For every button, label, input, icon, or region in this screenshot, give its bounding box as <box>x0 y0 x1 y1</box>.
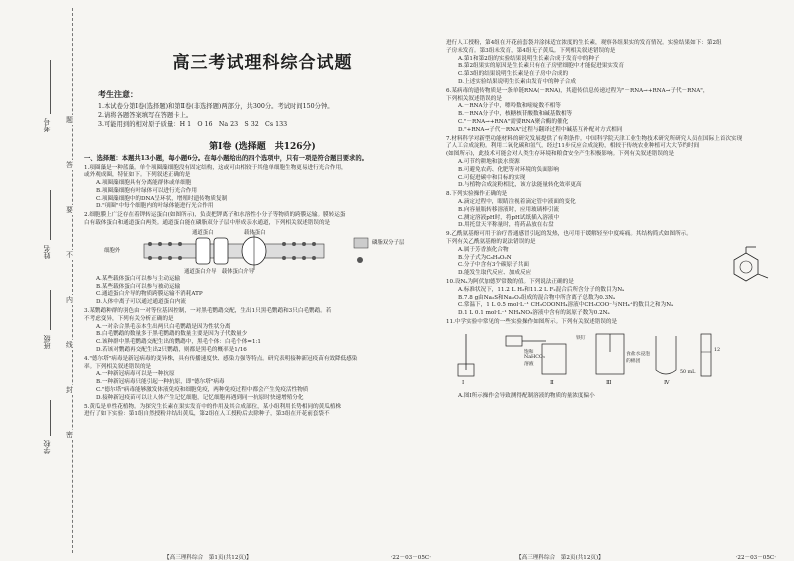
question-2-option: A.某些载体蛋白可以参与主动运输 <box>96 275 181 282</box>
question-3-stem: 不考虑变异，下列有关分析正确的是 <box>84 315 174 322</box>
question-9-option: A.属于芳香族化合物 <box>458 246 509 253</box>
exam-no-underline <box>50 60 51 114</box>
question-9-option: B.分子式为C₈H₉O₂N <box>458 254 512 261</box>
question-10-option: A.标准状况下，11.2 L H₂和11.2 L F₂混合后所含分子的数目为Nₐ <box>458 286 625 293</box>
question-6-option: C."－RNA→+RNA"需要RNA聚合酶的催化 <box>458 118 569 125</box>
question-9-option: D.能发生取代反应、加成反应 <box>458 270 532 277</box>
page-2 <box>446 0 786 561</box>
membrane-diagram <box>104 230 424 274</box>
name-label: 姓名 <box>43 245 51 259</box>
question-7-stem: 7.材料科学对新型功能材料的研究发展提供了有利条件。中国科学院天津工业生物技术研究所研究人员在国际上首次实现 <box>446 135 743 142</box>
question-2-stem: 2.细胞膜上广泛存在着钾转运蛋白(如图所示)，负责把钾离子和水溶性小分子等物质的跨膜运输。膜转运蛋 <box>84 212 346 219</box>
question-8-option: C.测定溶液pH时，将pH试纸插入溶液中 <box>458 214 560 221</box>
question-11-stem: 11.中学实验中常见的一些实验操作如图所示。下列有关叙述错误的是 <box>446 318 618 325</box>
school-underline <box>50 400 51 436</box>
question-9-option: C.分子中含有3个碳原子共面 <box>458 262 529 269</box>
name-underline <box>50 190 51 240</box>
question-3-stem: 3.某鹦鹉种群的羽色由一对等位基因控制，一对黑毛鹦鹉交配，生出1只黑毛鹦鹉和3只白毛鹦鹉。若 <box>84 308 332 315</box>
question-1-stem: 或外观成圈，特征如下。下列叙述正确的是 <box>84 172 191 179</box>
seal-word: 密 <box>66 431 73 439</box>
question-5-continued: 子房未发育。第3组未发育，第4组无子黄瓜。下列相关叙述错误的是 <box>446 47 616 54</box>
question-4-stem: 率。下列相关叙述错误的是 <box>84 363 152 370</box>
notice-line: 1.本试卷分第Ⅰ卷(选择题)和第Ⅱ卷(非选择题)两部分，共300分。考试时间150分钟。 <box>98 103 334 110</box>
fig2-text-cotton: 食盐水浸泡的棉团 <box>626 351 650 364</box>
question-7-option: C.可促进碳中和目标的实现 <box>458 174 526 181</box>
acetaminophen-structure-figure <box>728 245 778 283</box>
question-3-option: A.一对杂合黑毛亲本生出两只白毛鹦鹉是因为性状分离 <box>96 323 231 330</box>
question-8-option: B.向容量瓶转移溶液时，应用玻璃棒引流 <box>458 206 559 213</box>
notice-line: 2.请将各题答案填写在答题卡上。 <box>98 112 193 119</box>
question-7-stem: 了人工合成淀粉。利用二氧化碳和氢气，经过11步反应合成淀粉，相较于传统农业种植可大大节约时间 <box>446 143 700 150</box>
question-6-stem: 6.某病毒的遗传物质是一条单链RNA(－RNA)，其遗传信息传递过程为"－RNA→+RNA→子代－RNA"， <box>446 87 709 94</box>
question-10-option: B.7.8 g由Na₂S和Na₂O₂组成的混合物中所含离子总数为0.3Nₐ <box>458 294 616 301</box>
class-underline <box>50 290 51 330</box>
notice-heading: 考生注意： <box>98 89 138 99</box>
fig2-text-scale: 12 <box>714 347 721 353</box>
question-5-option: C.第3组的结果说明生长素是在子房中合成的 <box>458 71 569 78</box>
question-6-stem: 下列相关叙述错误的是 <box>446 95 502 102</box>
question-7-stem: (如图所示)，此技术可能会对人类生存环境和粮食安全产生积极影响。下列有关叙述错误的是 <box>446 151 675 158</box>
page-2-footer-right: ·22－03－05C· <box>735 555 776 561</box>
question-2-option: B.某些载体蛋白可以参与被动运输 <box>96 283 181 290</box>
page-1-footer-left: 【高三理科综合 第1页(共12页)】 <box>164 555 252 561</box>
seal-word: 题 <box>66 116 73 124</box>
question-1-option: D."项圈"中每个细胞内的叶绿体能进行光合作用 <box>96 203 214 210</box>
section-instruction: 一、选择题：本题共13小题，每小题6分。在每小题给出的四个选项中，只有一项是符合题目要求的。 <box>84 155 368 162</box>
seal-word: 封 <box>66 386 73 394</box>
question-4-option: B.一种新冠病毒只能引起一种抗原，即"德尔塔"病毒 <box>96 379 225 386</box>
question-4-option: A.一种新冠病毒可以是一种抗原 <box>96 371 175 378</box>
question-7-option: A.可节约耕地和淡水资源 <box>458 158 520 165</box>
question-5-option: B.第2组果实的原因是生长素只有在子房壁细胞中才能促进果实发育 <box>458 63 625 70</box>
lab-apparatus-drawing <box>446 330 746 382</box>
fig1-label-outside: 细胞外 <box>104 247 121 254</box>
question-6-option: B.－RNA分子中，核糖核苷酸数和碱基数相等 <box>458 111 573 118</box>
fig1-label-carrier: 载体蛋白 <box>244 229 266 236</box>
notice-line: 3.可能用到的相对原子质量：H 1 O 16 Na 23 S 32 Cs 133 <box>98 121 288 128</box>
exam-title: 高三考试理科综合试题 <box>172 53 353 73</box>
question-8-option: A.滴定过程中，眼睛注视着滴定管中液面的变化 <box>458 198 576 205</box>
page-2-footer-left: 【高三理科综合 第2页(共12页)】 <box>516 555 604 561</box>
seal-word: 答 <box>66 161 73 169</box>
question-2-stem: 白有载体蛋白和通道蛋白两类。通道蛋白能在磷脂双分子层中形成亲水通道，下列相关叙述错误的是 <box>84 220 331 227</box>
question-5-stem: 进行了如下实验：第1组自然授粉并结出黄瓜，第2组在人工授粉后去除种子，第3组在开花前套袋不 <box>84 411 330 418</box>
membrane-transport-figure <box>104 230 441 274</box>
fig2-text-solution: 饱和NaHCO₃溶液 <box>524 349 545 367</box>
seal-word: 不 <box>66 251 73 259</box>
question-8-option: D.用托盘天平称量时，将药品放在右盘 <box>458 222 554 229</box>
question-10-option: C.常温下，1 L 0.5 mol·L⁻¹ CH₃COONH₄溶液中CH₃COO⁻与NH₄⁺的数目之和为Nₐ <box>458 302 674 309</box>
question-5-option: A.第1和第2组的实验结果说明生长素合成于发育中的种子 <box>458 55 600 62</box>
question-2-option: D.人体中离子可以通过通道蛋白内流 <box>96 299 186 306</box>
fig2-label-1: Ⅰ <box>462 379 465 386</box>
question-4-option: D.接种新冠疫苗可以让人体产生记忆细胞，记忆细胞再遇到同一抗原时快速增殖分化 <box>96 394 304 401</box>
seal-word: 要 <box>66 206 73 214</box>
question-1-option: A.项圈藻细胞具有分离能群体或单细胞 <box>96 180 192 187</box>
question-9-stem: 下列有关乙酰氨基酚的说法错误的是 <box>446 238 536 245</box>
fig2-text-nail: 铁钉 <box>576 335 586 341</box>
seal-word: 线 <box>66 341 73 349</box>
page-1-footer-right: ·22－03－05C· <box>390 555 431 561</box>
class-label: 班级 <box>43 335 51 349</box>
fig1-label-bilayer: 磷脂双分子层 <box>372 239 405 246</box>
question-11-option: A.图Ⅰ所示操作会导致测得配制溶液的物质的量浓度偏小 <box>458 392 595 399</box>
fig2-text-volume: 50 mL <box>680 369 696 375</box>
seal-dashed-line <box>72 8 73 553</box>
question-4-option: C."德尔塔"病毒能够激发体液免疫和细胞免疫，两种免疫过程中都会产生免疫活性物质 <box>96 387 309 394</box>
question-3-option: B.白毛鹦鹉的数量多于黑毛鹦鹉的数量主要是因为子代数量少 <box>96 331 248 338</box>
question-5-continued: 进行人工授粉，第4组在开花前套袋并涂抹适宜浓度的生长素，观察各组果实的发育情况。实验结果如下：第2组 <box>446 40 722 46</box>
fig2-label-3: Ⅲ <box>606 379 612 386</box>
seal-word: 内 <box>66 296 73 304</box>
question-10-stem: 10.设Nₐ为阿伏加德罗常数的值。下列说法正确的是 <box>446 278 574 285</box>
question-7-option: B.可避免农药、化肥等对环境的负面影响 <box>458 166 559 173</box>
part-title: 第Ⅰ卷 (选择题 共126分) <box>209 142 316 152</box>
fig1-label-bottom: 通道蛋白介导 载体蛋白介导 <box>184 268 255 275</box>
question-5-option: D.上述实验结果说明生长素由发育中的种子合成 <box>458 78 576 85</box>
binding-margin <box>0 0 72 561</box>
fig1-label-channel: 通道蛋白 <box>192 229 214 236</box>
question-10-option: D.1 L 0.1 mol·L⁻¹ NH₄NO₃溶液中含有的氮原子数为0.2Nₐ <box>458 310 610 317</box>
question-9-stem: 9.乙酰氨基酚可用于治疗普通感冒引起的发热，也可用于缓解轻至中度疼痛。其结构简式如图所示。 <box>446 231 692 238</box>
question-5-stem: 5.黄瓜是单性花植物。为探究生长素在果实发育中的作用及其合成部位，某小组利用长势相同的黄瓜植株 <box>84 403 342 410</box>
question-8-stem: 8.下列实验操作正确的是 <box>446 191 508 198</box>
question-7-option: D.与植物合成淀粉相比，该方法能量转化效率更高 <box>458 182 582 189</box>
question-3-option: C.该种群中黑毛鹦鹉交配生出的鹦鹉中，黑毛个体：白毛个体=1:1 <box>96 339 261 346</box>
page-1 <box>84 0 441 561</box>
question-6-option: D."+RNA→子代－RNA"过程与翻译过程中碱基互补配对方式相同 <box>458 126 623 133</box>
question-4-stem: 4."德尔塔"病毒是新冠病毒的变异株，具有传播速度快、感染力强等特点。研究表明接种新冠疫苗有效降低感染 <box>84 355 358 362</box>
question-1-option: B.项圈藻细胞有叶绿体可以进行光合作用 <box>96 187 197 194</box>
exam-no-label: 考号 <box>43 118 51 132</box>
fig2-label-2: Ⅱ <box>550 379 554 386</box>
question-1-stem: 1.项圈藻是一种蓝藻。单个项圈藻细胞没有固定结构，这或可由相较于其他单细胞生物更易进行光合作用， <box>84 164 347 171</box>
question-2-option: C.通道蛋白介导的物质跨膜运输不消耗ATP <box>96 291 203 298</box>
lab-apparatus-figure <box>446 330 786 390</box>
fig2-label-4: Ⅳ <box>664 379 670 386</box>
question-1-option: C.项圈藻细胞中的DNA呈环状，增殖时遗传物质复制 <box>96 195 228 202</box>
question-6-option: A.－RNA分子中，嘌呤数和嘧啶数不相等 <box>458 103 561 110</box>
question-3-option: D.若该对鹦鹉再交配生出2只鹦鹉，则都是黑毛的概率是1/16 <box>96 347 247 354</box>
school-label: 学校 <box>43 440 51 454</box>
